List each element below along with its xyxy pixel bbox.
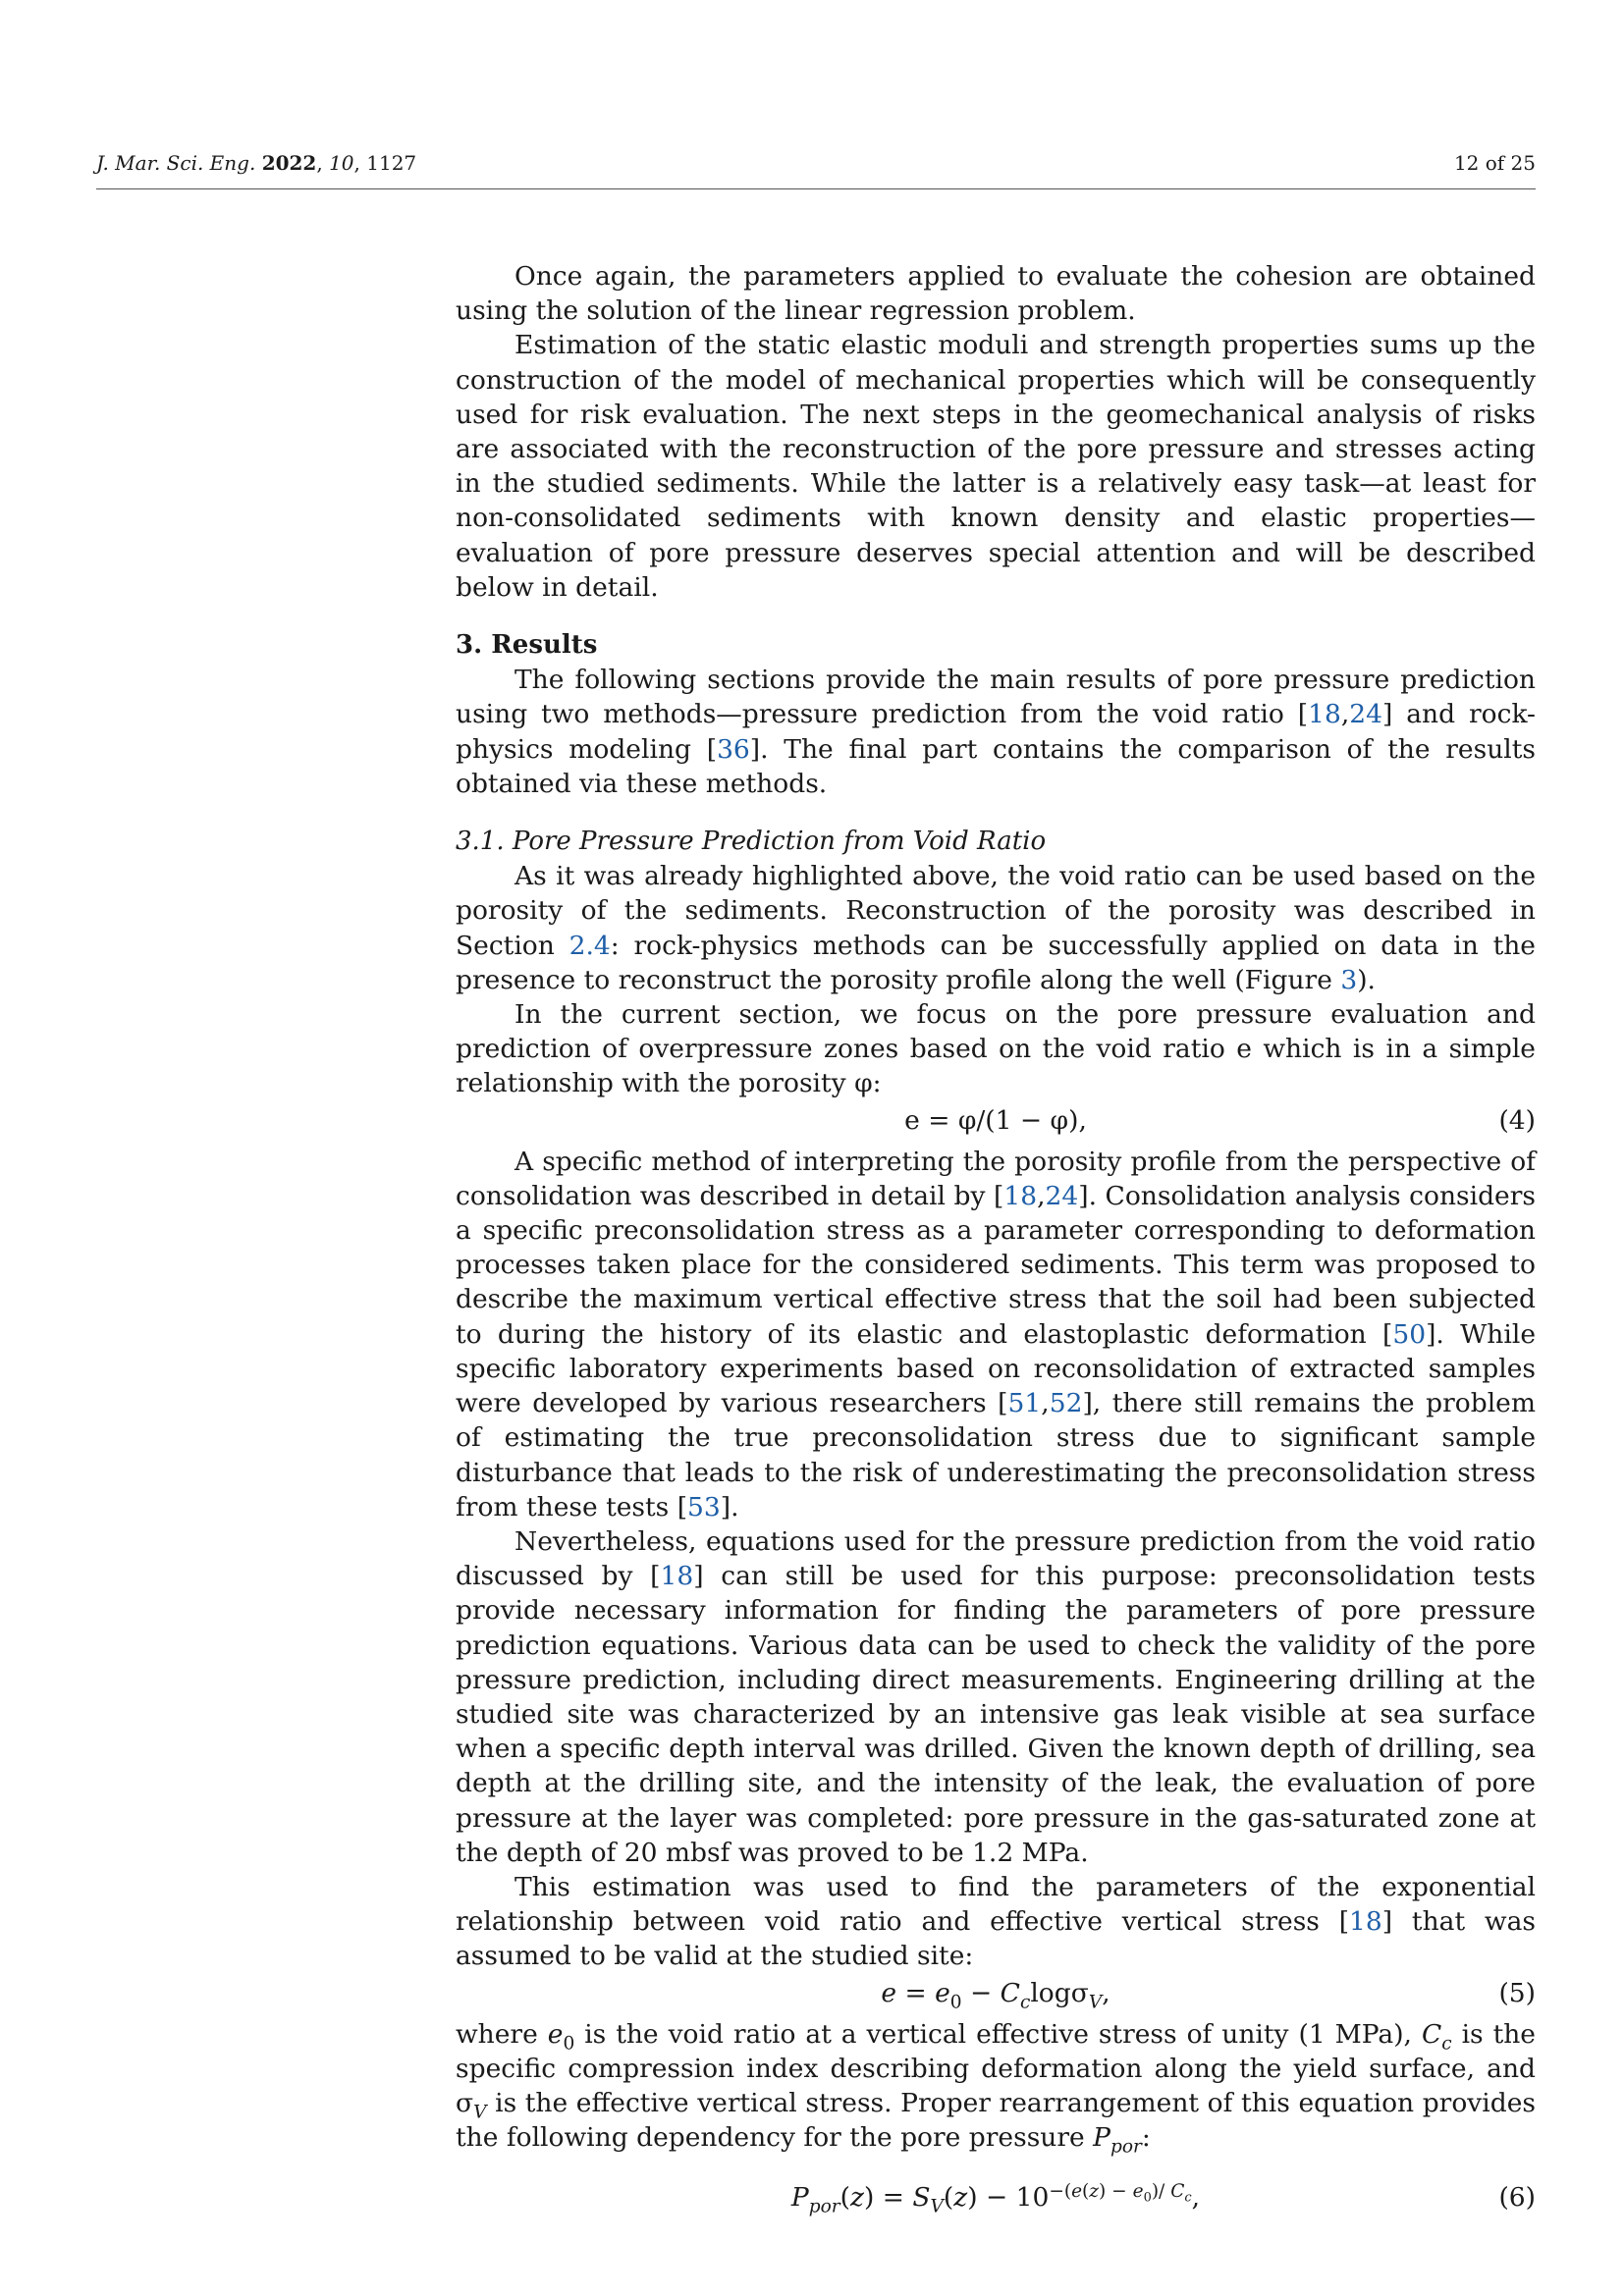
equation-6-body: $P_{por}(z) = S_V(z) - 10^{-(e(z) - e_0)/ C_c}$,	[790, 2180, 1201, 2217]
section-title-results: 3. Results	[456, 630, 598, 661]
paragraph-void-ratio: In the current section, we focus on the pore pressure evaluation and prediction of overpressure zones based on the void ratio e which is in a simple relationship with the porosity φ:	[456, 999, 1536, 1099]
paragraph-elastic-moduli: Estimation of the static elastic moduli and strength properties sums up the construction of the model of mechanical properties which will be consequently used for risk evaluation. The next steps in the geomechanical analysis of risks are associated with the reconstruction of the pore pressure and stresses acting in the studied sediments. While the latter is a relatively easy task—at least for non-consolidated sediments with known density and elastic properties—evaluation of pore pressure deserves special attention and will be described below in detail.	[456, 330, 1536, 603]
citation-link[interactable]: 18	[1349, 1906, 1382, 1938]
paragraph-cohesion: Once again, the parameters applied to evaluate the cohesion are obtained using the solution of the linear regression problem.	[456, 261, 1536, 327]
equation-6	[456, 2168, 1536, 2223]
paragraph-porosity: As it was already highlighted above, the void ratio can be used based on the porosity of the sediments. Reconstruction of the porosity was described in Section 2.4: rock-physics methods can be successfully applied on data in the presence to reconstruct the porosity profile along the well (Figure 3).	[456, 861, 1536, 995]
equation-4-body: e = φ/(1 − φ),	[904, 1104, 1087, 1136]
page-header	[96, 151, 1536, 185]
equation-5-body: $e = e_0 - C_c\log\sigma_V$,	[881, 1977, 1110, 2012]
citation-link[interactable]: 50	[1392, 1318, 1427, 1350]
paragraph-nevertheless: Nevertheless, equations used for the pressure prediction from the void ratio discussed by [18] can still be used for this purpose: preconsolidation tests provide necessary information for finding the parameters of pore pressure prediction equations. Various data can be used to check the validity of the pore pressure prediction, including direct measurements. Engineering drilling at the studied site was characterized by an intensive gas leak visible at sea surface when a specific depth interval was drilled. Given the known depth of drilling, sea depth at the drilling site, and the intensity of the leak, the evaluation of pore pressure at the layer was completed: pore pressure in the gas-saturated zone at the depth of 20 mbsf was proved to be 1.2 MPa.	[456, 1525, 1536, 1868]
citation-link[interactable]: 24	[1349, 699, 1383, 730]
journal-citation: J. Mar. Sci. Eng. 2022, 10, 1127	[96, 151, 417, 175]
citation-link[interactable]: 24	[1045, 1180, 1079, 1211]
citation-link[interactable]: 18	[1308, 699, 1341, 730]
equation-5	[456, 1976, 1536, 2015]
section-link[interactable]: 2.4	[568, 930, 611, 961]
paragraph-where: where $e_0$ is the void ratio at a vertical effective stress of unity (1 MPa), $C_c$ is the specific compression index describing deformation along the yield surface, and $\sigma_V$ is the effective vertical stress. Proper rearrangement of this equation provides the following dependency for the pore pressure $P_{por}$:	[456, 2018, 1536, 2158]
paragraph-consolidation: A specific method of interpreting the porosity profile from the perspective of consolidation was described in detail by [18,24]. Consolidation analysis considers a specific preconsolidation stress as a parameter corresponding to deformation processes taken place for the considered sediments. This term was proposed to describe the maximum vertical effective stress that the soil had been subjected to during the history of its elastic and elastoplastic deformation [50]. While specific laboratory experiments based on reconsolidation of extracted samples were developed by various researchers [51,52], there still remains the problem of estimating the true preconsolidation stress due to significant sample disturbance that leads to the risk of underestimating the preconsolidation stress from these tests [53].	[456, 1146, 1537, 1522]
equation-4	[456, 1103, 1536, 1143]
equation-5-number: (5)	[1498, 1977, 1536, 2008]
citation-link[interactable]: 53	[687, 1491, 721, 1522]
article-body	[456, 259, 1536, 2237]
equation-6-number: (6)	[1498, 2182, 1536, 2214]
page-number: 12 of 25	[1453, 151, 1536, 175]
citation-link[interactable]: 52	[1049, 1388, 1083, 1419]
equation-4-number: (4)	[1498, 1104, 1536, 1136]
header-rule	[96, 188, 1536, 189]
paragraph-results-intro: The following sections provide the main results of pore pressure prediction using two methods—pressure prediction from the void ratio [18,24] and rock-physics modeling [36]. The final part contains the comparison of the results obtained via these methods.	[456, 665, 1536, 799]
citation-link[interactable]: 51	[1007, 1388, 1042, 1419]
citation-link[interactable]: 18	[1003, 1180, 1038, 1211]
figure-link[interactable]: 3	[1340, 964, 1358, 995]
subsection-title-void-ratio: 3.1. Pore Pressure Prediction from Void Ratio	[456, 827, 1047, 857]
paragraph-estimation: This estimation was used to find the parameters of the exponential relationship between void ratio and effective vertical stress [18] that was assumed to be valid at the studied site:	[456, 1871, 1536, 1972]
citation-link[interactable]: 18	[660, 1561, 694, 1592]
citation-link[interactable]: 36	[717, 733, 750, 765]
